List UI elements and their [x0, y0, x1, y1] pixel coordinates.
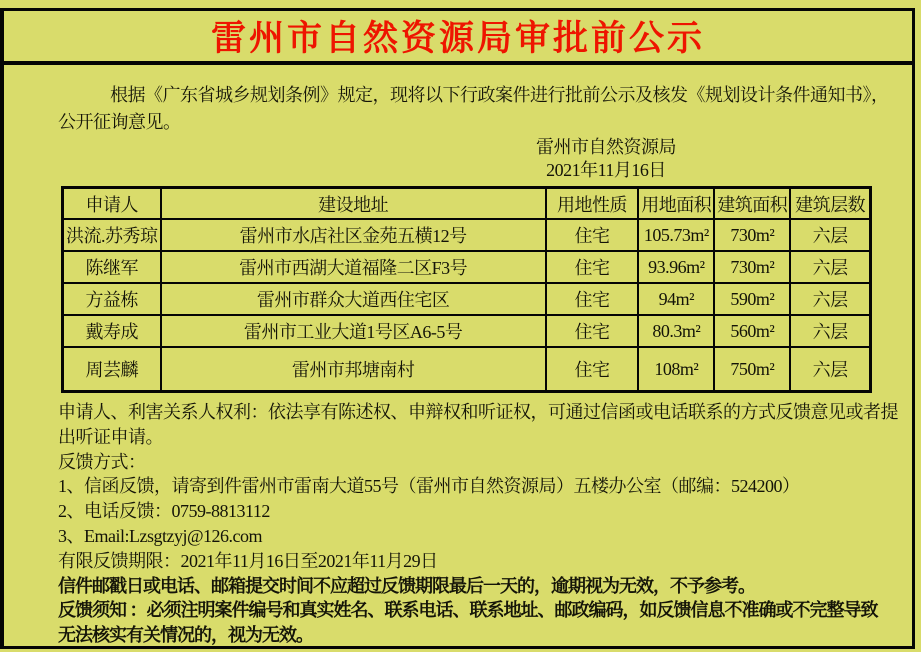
table-row: [63, 347, 871, 392]
intro-line-2: 公开征询意见。: [58, 112, 181, 132]
cases-table: [61, 186, 872, 393]
footer-line-rights-1: 申请人、利害关系人权利：依法享有陈述权、申辩权和听证权，可通过信函或电话联系的方式反馈意见或者提: [58, 402, 898, 422]
cell-building-area: 730m²: [714, 251, 790, 283]
intro-line-1: 根据《广东省城乡规划条例》规定，现将以下行政案件进行批前公示及核发《规划设计条件通知书》，: [110, 85, 889, 105]
footer-line-email-feedback: 3、Email:Lzsgtzyj@126.com: [58, 525, 263, 546]
col-header-floors: 建筑层数: [790, 188, 870, 220]
cell-land-use: 住宅: [546, 219, 639, 251]
signoff-block: [486, 136, 726, 182]
footer-line-feedback-methods: 反馈方式：: [58, 451, 146, 472]
cell-address: 雷州市邦塘南村: [161, 347, 546, 392]
footer-line-mail-feedback: 1、信函反馈，请寄到件雷州市雷南大道55号（雷州市自然资源局）五楼办公室（邮编：524200）: [58, 476, 800, 497]
cell-applicant: 陈继军: [63, 251, 161, 283]
col-header-building-area: 建筑面积: [714, 188, 790, 220]
cell-land-area: 93.96m²: [638, 251, 714, 283]
cell-address: 雷州市工业大道1号区A6-5号: [161, 315, 546, 347]
cell-applicant: 周芸麟: [63, 347, 161, 392]
cell-address: 雷州市西湖大道福隆二区F3号: [161, 251, 546, 283]
cell-land-area: 94m²: [638, 283, 714, 315]
cell-land-use: 住宅: [546, 283, 639, 315]
col-header-applicant: 申请人: [63, 188, 161, 220]
footer-line-deadline: 有限反馈期限：2021年11月16日至2021年11月29日: [58, 550, 438, 571]
cell-land-area: 108m²: [638, 347, 714, 392]
cell-building-area: 590m²: [714, 283, 790, 315]
footer-line-phone-feedback: 2、电话反馈：0759-8813112: [58, 501, 270, 522]
table-row: [63, 315, 871, 347]
col-header-land-use: 用地性质: [546, 188, 639, 220]
cell-floors: 六层: [790, 219, 870, 251]
cell-land-use: 住宅: [546, 251, 639, 283]
cell-applicant: 洪流.苏秀琼: [63, 219, 161, 251]
cell-building-area: 730m²: [714, 219, 790, 251]
cell-applicant: 方益栋: [63, 283, 161, 315]
title-bar: [4, 11, 912, 65]
cell-floors: 六层: [790, 283, 870, 315]
footer-line-notice-1: 反馈须知 ：必须注明案件编号和真实姓名、联系电话、联系地址、邮政编码，如反馈信息不准确或不完整导致: [58, 600, 878, 621]
cell-address: 雷州市水店社区金苑五横12号: [161, 219, 546, 251]
col-header-address: 建设地址: [161, 188, 546, 220]
cell-land-area: 105.73m²: [638, 219, 714, 251]
footer-line-rights-2: 出听证申请。: [58, 426, 163, 447]
table-header-row: [63, 188, 871, 220]
footer-line-notice-2: 无法核实有关情况的，视为无效。: [58, 625, 313, 646]
table-row: [63, 219, 871, 251]
page-title: 雷州市自然资源局审批前公示: [210, 19, 705, 58]
notice-body: [4, 65, 912, 648]
cell-building-area: 560m²: [714, 315, 790, 347]
cell-land-area: 80.3m²: [638, 315, 714, 347]
cell-applicant: 戴寿成: [63, 315, 161, 347]
notice-frame: [0, 8, 915, 649]
signoff-date: 2021年11月16日: [546, 160, 666, 180]
cell-land-use: 住宅: [546, 315, 639, 347]
cell-address: 雷州市群众大道西住宅区: [161, 283, 546, 315]
cell-floors: 六层: [790, 315, 870, 347]
cell-floors: 六层: [790, 347, 870, 392]
signoff-agency: 雷州市自然资源局: [536, 137, 676, 157]
cell-land-use: 住宅: [546, 347, 639, 392]
footer-line-postmark-rule: 信件邮戳日或电话、邮箱提交时间不应超过反馈期限最后一天的，逾期视为无效，不予参考。: [58, 575, 755, 596]
table-row: [63, 251, 871, 283]
col-header-land-area: 用地面积: [638, 188, 714, 220]
cell-building-area: 750m²: [714, 347, 790, 392]
footer-notes: [58, 400, 898, 648]
table-row: [63, 283, 871, 315]
cell-floors: 六层: [790, 251, 870, 283]
